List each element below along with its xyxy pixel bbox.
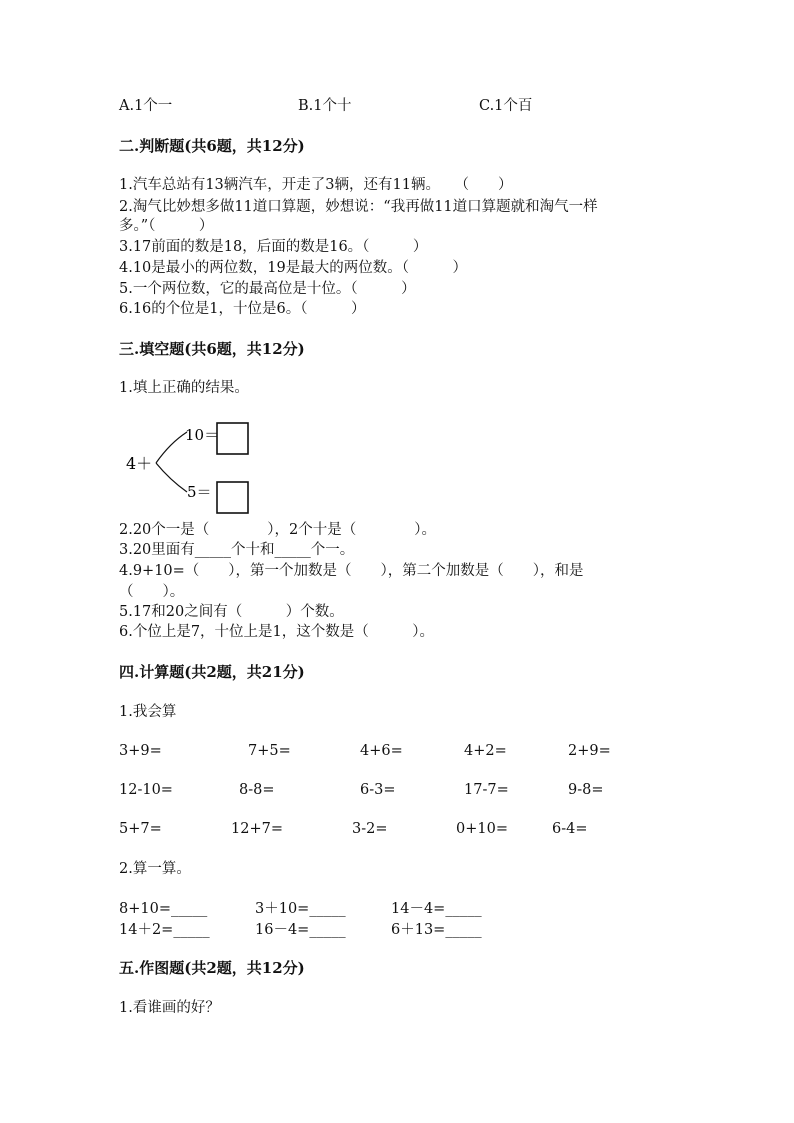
section-calc-heading: 四.计算题(共2题，共21分) <box>119 663 305 681</box>
calc-blank-expr: 14＋2=_____ <box>119 922 210 938</box>
calc-expr: 2+9= <box>568 743 611 759</box>
calc-expr: 9-8= <box>568 782 604 798</box>
branch-line-top <box>156 432 187 463</box>
calc-expr: 3-2= <box>352 821 388 837</box>
calc-expr: 6-4= <box>552 821 588 837</box>
calc-expr: 12+7= <box>231 821 283 837</box>
branch-line-bottom <box>156 463 187 492</box>
diagram-left-label: 4＋ <box>126 454 153 473</box>
calc-question-2: 2.算一算。 <box>119 861 191 877</box>
number-branch-diagram <box>120 418 260 518</box>
calc-expr: 4+6= <box>360 743 403 759</box>
calc-expr: 0+10= <box>456 821 508 837</box>
judge-item: 3.17前面的数是18，后面的数是16。（ ） <box>119 239 428 255</box>
judge-item: 1.汽车总站有13辆汽车，开走了3辆，还有11辆。 （ ） <box>119 177 513 193</box>
fill-item: 5.17和20之间有（ ）个数。 <box>119 604 344 620</box>
judge-item: 5.一个两位数，它的最高位是十位。（ ） <box>119 281 416 297</box>
calc-blank-expr: 8+10=_____ <box>119 901 208 917</box>
judge-item: 2.淘气比妙想多做11道口算题，妙想说：“我再做11道口算题就和淘气一样 <box>119 199 598 215</box>
choice-option-b: B.1个十 <box>298 98 352 114</box>
section-judge-heading: 二.判断题(共6题，共12分) <box>119 137 305 155</box>
calc-expr: 17-7= <box>464 782 509 798</box>
judge-item: 4.10是最小的两位数，19是最大的两位数。（ ） <box>119 260 467 276</box>
diagram-bottom-label: 5＝ <box>187 483 212 501</box>
calc-expr: 4+2= <box>464 743 507 759</box>
fill-question-1: 1.填上正确的结果。 <box>119 380 249 396</box>
calc-question-1: 1.我会算 <box>119 704 177 720</box>
calc-expr: 5+7= <box>119 821 162 837</box>
judge-item-continued: 多。”（ ） <box>119 218 214 234</box>
answer-box-bottom <box>217 482 248 513</box>
section-fill-heading: 三.填空题(共6题，共12分) <box>119 340 305 358</box>
draw-question-1: 1.看谁画的好？ <box>119 1000 220 1016</box>
calc-blank-expr: 14－4=_____ <box>391 901 482 917</box>
calc-blank-expr: 6＋13=_____ <box>391 922 482 938</box>
calc-expr: 3+9= <box>119 743 162 759</box>
judge-item: 6.16的个位是1，十位是6。（ ） <box>119 301 366 317</box>
section-draw-heading: 五.作图题(共2题，共12分) <box>119 959 305 977</box>
calc-expr: 7+5= <box>248 743 291 759</box>
answer-box-top <box>217 423 248 454</box>
choice-option-a: A.1个一 <box>119 98 173 114</box>
fill-item: 4.9+10=（ ），第一个加数是（ ），第二个加数是（ ），和是 <box>119 563 584 579</box>
fill-item: 2.20个一是（ ），2个十是（ ）。 <box>119 522 437 538</box>
calc-expr: 12-10= <box>119 782 173 798</box>
calc-expr: 6-3= <box>360 782 396 798</box>
calc-blank-expr: 3＋10=_____ <box>255 901 346 917</box>
fill-item-continued: （ ）。 <box>119 584 185 600</box>
choice-option-c: C.1个百 <box>479 98 533 114</box>
fill-item: 3.20里面有_____个十和_____个一。 <box>119 542 355 558</box>
calc-blank-expr: 16－4=_____ <box>255 922 346 938</box>
fill-item: 6.个位上是7，十位上是1，这个数是（ ）。 <box>119 624 435 640</box>
calc-expr: 8-8= <box>239 782 275 798</box>
diagram-top-label: 10＝ <box>185 426 220 444</box>
